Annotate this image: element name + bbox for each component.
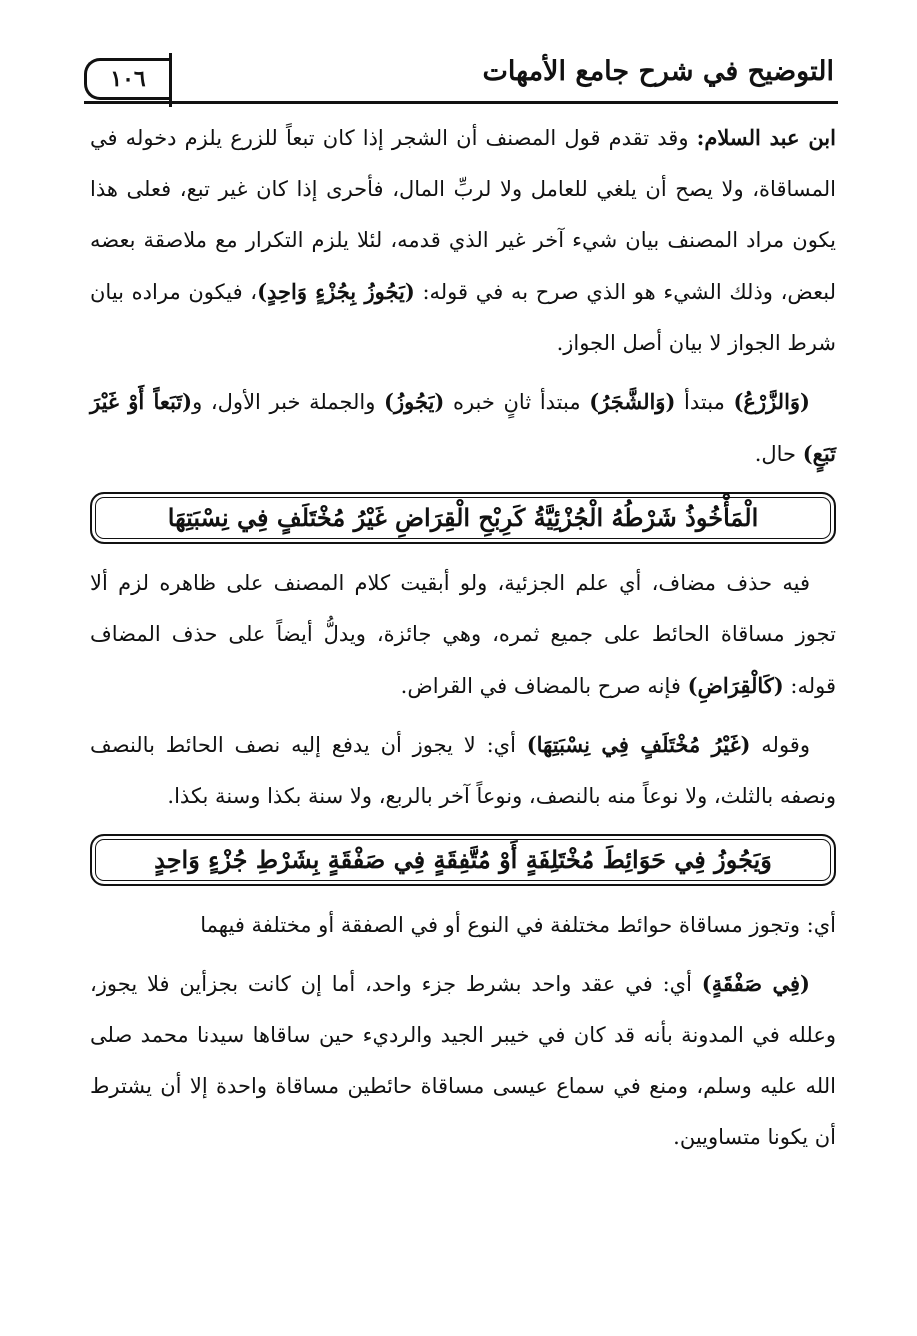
paragraph-text: والجملة خبر الأول، و xyxy=(192,390,385,414)
paragraph-1 xyxy=(90,112,836,369)
quoted-term: (وَالشَّجَرُ) xyxy=(589,389,676,414)
paragraph-6 xyxy=(90,958,836,1163)
page-number-frame xyxy=(84,58,169,100)
paragraph-text: فيه حذف مضاف، أي علم الجزئية، ولو أبقيت كلام المصنف على ظاهره لزم ألا تجوز مساقاة الحائط على جميع ثمره، وهي جائزة، ويدلُّ أيضاً على حذف المضاف قوله: xyxy=(90,571,836,698)
paragraph-text: أي: وتجوز مساقاة حوائط مختلفة في النوع أو في الصفقة أو مختلفة فيهما xyxy=(200,913,836,937)
page-number: ١٠٦ xyxy=(110,66,146,92)
quoted-term: (فِي صَفْقَةٍ) xyxy=(701,971,810,996)
matn-box-2: وَيَجُوزُ فِي حَوَائِطَ مُخْتَلِفَةٍ أَوْ مُتَّفِقَةٍ فِي صَفْقَةٍ بِشَرْطِ جُزْءٍ وَاحِدٍ xyxy=(90,834,836,886)
paragraph-text: فإنه صرح بالمضاف في القراض. xyxy=(400,674,688,698)
paragraph-4 xyxy=(90,719,836,822)
paragraph-text: مبتدأ ثانٍ خبره xyxy=(444,390,590,414)
quoted-term: (تَبَعاً أَوْ غَيْرَ تَبَعٍ) xyxy=(90,389,836,466)
quoted-term: (كَالْقِرَاضِ) xyxy=(687,673,784,698)
page-body xyxy=(90,112,836,1170)
page-header xyxy=(84,52,838,104)
quoted-term: (وَالزَّرْعُ) xyxy=(733,389,810,414)
paragraph-text: وقوله xyxy=(750,733,810,757)
paragraph-3 xyxy=(90,558,836,712)
matn-box-1: الْمَأْخُوذُ شَرْطُهُ الْجُزْئِيَّةُ كَرِبْحِ الْقِرَاضِ غَيْرُ مُخْتَلَفٍ فِي نِسْبَتِهَا xyxy=(90,492,836,544)
paragraph-5 xyxy=(90,900,836,951)
book-title: التوضيح في شرح جامع الأمهات xyxy=(482,56,834,87)
paragraph-text: ، فيكون مراده بيان شرط الجواز لا بيان أصل الجواز. xyxy=(90,280,836,355)
paragraph-text: حال. xyxy=(754,442,803,466)
paragraph-text: أي: في عقد واحد بشرط جزء واحد، أما إن كانت بجزأين فلا يجوز، وعلله في المدونة بأنه قد كان في خيبر الجيد والرديء حين ساقاها سيدنا محمد صلى الله عليه وسلم، ومنع في سماع عيسى مساقاة حائطين مساقاة واحدة إلا أن يشترط أن يكونا متساويين. xyxy=(90,972,836,1149)
quoted-term: (غَيْرُ مُخْتَلَفٍ فِي نِسْبَتِهَا) xyxy=(526,732,751,757)
author-citation: ابن عبد السلام: xyxy=(696,125,836,150)
quoted-term: (يَجُوزُ بِجُزْءٍ وَاحِدٍ) xyxy=(257,279,415,304)
paragraph-text: مبتدأ xyxy=(675,390,734,414)
paragraph-text: وقد تقدم قول المصنف أن الشجر إذا كان تبعاً للزرع يلزم دخوله في المساقاة، ولا يصح أن يلغي للعامل ولا لربِّ المال، فأحرى إذا كان غير تبع، فعلى هذا يكون مراد المصنف بيان شيء آخر غير الذي قدمه، لئلا يلزم التكرار مع ملاصقة بعضه لبعض، وذلك الشيء هو الذي صرح به في قوله: xyxy=(90,126,836,304)
paragraph-2 xyxy=(90,376,836,480)
quoted-term: (يَجُوزُ) xyxy=(384,389,445,414)
paragraph-text: أي: لا يجوز أن يدفع إليه نصف الحائط بالنصف ونصفه بالثلث، ولا نوعاً منه بالنصف، ونوعاً آخر بالربع، ولا سنة بكذا وسنة بكذا. xyxy=(90,733,836,808)
header-rule xyxy=(84,101,838,104)
